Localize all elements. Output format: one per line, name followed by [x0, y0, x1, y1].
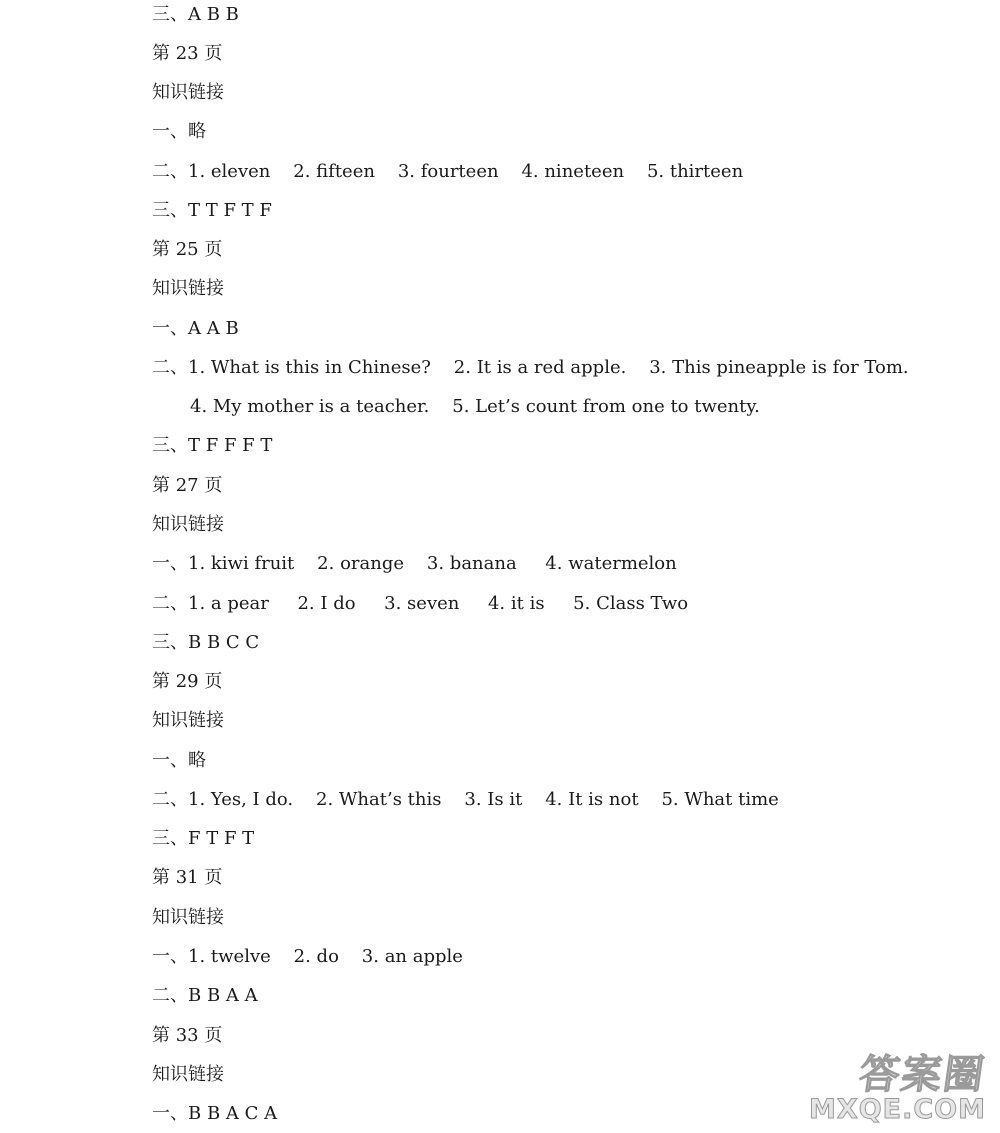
section-heading: 知识链接	[152, 278, 224, 299]
page-heading: 第 31 页	[152, 867, 223, 888]
answer-line: 二、1. eleven 2. fifteen 3. fourteen 4. nineteen 5. thirteen	[152, 161, 744, 182]
answer-line: 三、T T F T F	[152, 200, 272, 221]
answer-line: 一、略	[152, 121, 206, 142]
section-heading: 知识链接	[152, 82, 224, 103]
answer-line: 二、1. a pear 2. I do 3. seven 4. it is 5. Class Two	[152, 593, 689, 614]
answer-line: 二、1. What is this in Chinese? 2. It is a red apple. 3. This pineapple is for Tom.	[152, 357, 909, 378]
section-heading: 知识链接	[152, 710, 224, 731]
answer-line: 二、1. Yes, I do. 2. What’s this 3. Is it 4. It is not 5. What time	[152, 789, 779, 810]
watermark-url: MXQE.COM	[809, 1094, 986, 1125]
answer-line-continued: 4. My mother is a teacher. 5. Let’s count from one to twenty.	[190, 396, 760, 417]
answer-line: 三、T F F F T	[152, 435, 273, 456]
answer-line: 一、1. kiwi fruit 2. orange 3. banana 4. watermelon	[152, 553, 677, 574]
answer-line: 一、1. twelve 2. do 3. an apple	[152, 946, 463, 967]
page-heading: 第 33 页	[152, 1025, 223, 1046]
section-heading: 知识链接	[152, 514, 224, 535]
answer-line: 二、B B A A	[152, 985, 258, 1006]
answer-line: 三、B B C C	[152, 632, 260, 653]
page-heading: 第 23 页	[152, 43, 223, 64]
section-heading: 知识链接	[152, 1064, 224, 1085]
watermark-logo: 答案圈	[856, 1052, 989, 1098]
page-heading: 第 25 页	[152, 239, 223, 260]
answer-line: 三、A B B	[152, 4, 239, 25]
answer-line: 三、F T F T	[152, 828, 255, 849]
answer-line: 一、B B A C A	[152, 1103, 278, 1124]
answer-line: 一、A A B	[152, 318, 239, 339]
page-heading: 第 27 页	[152, 475, 223, 496]
page-heading: 第 29 页	[152, 671, 223, 692]
answer-line: 一、略	[152, 750, 206, 771]
section-heading: 知识链接	[152, 907, 224, 928]
